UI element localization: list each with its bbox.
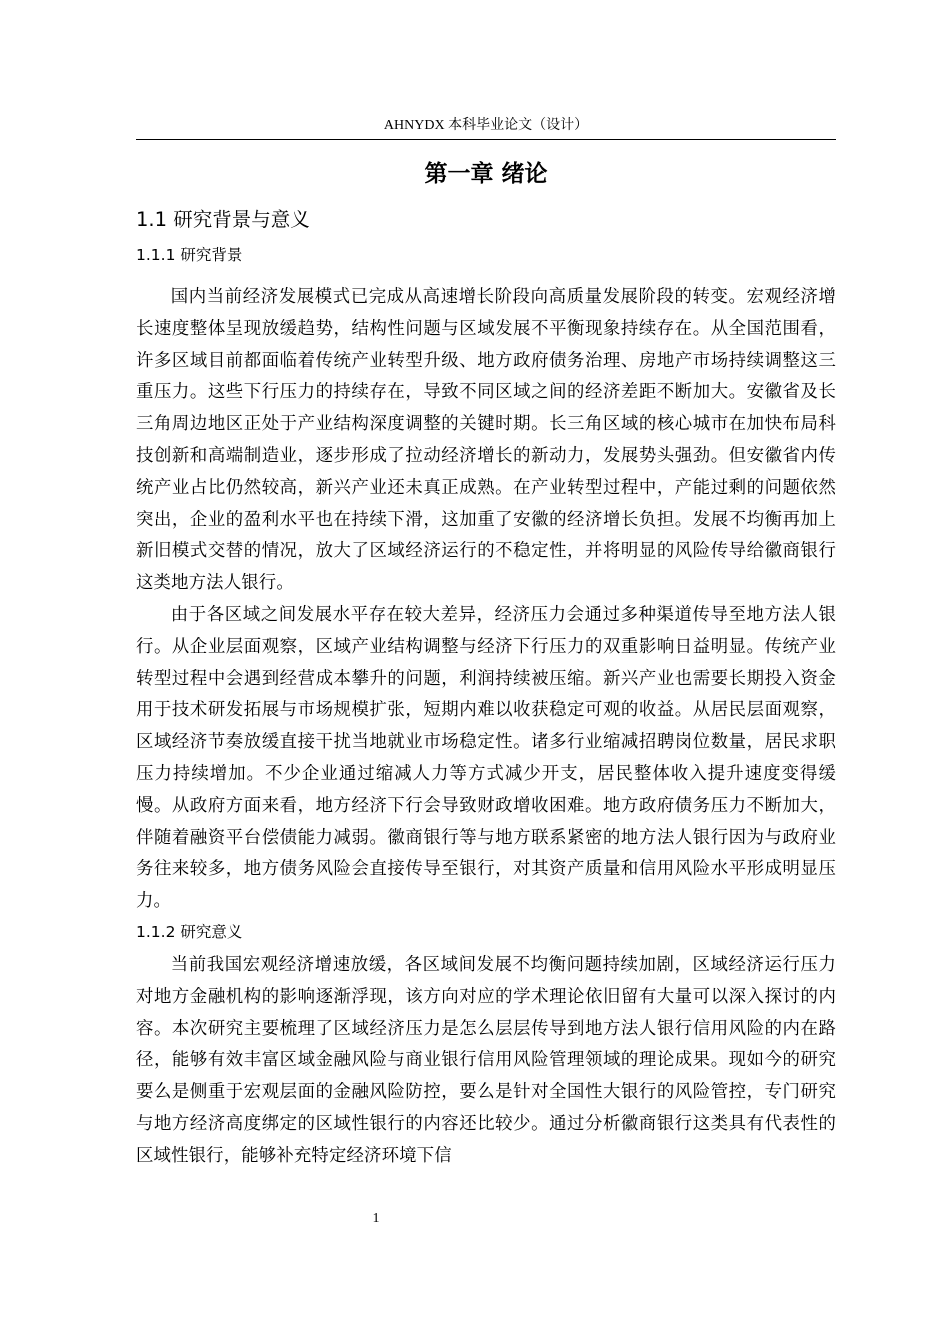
header-rule — [136, 139, 836, 140]
chapter-title: 第一章 绪论 — [424, 161, 548, 187]
subsection-heading: 1.1.2 研究意义 — [136, 923, 243, 941]
subsection-heading: 1.1.1 研究背景 — [136, 246, 243, 264]
running-header: AHNYDX 本科毕业论文（设计） — [383, 118, 589, 133]
body-paragraph: 由于各区域之间发展水平存在较大差异，经济压力会通过多种渠道传导至地方法人银行。从企业层面观察，区域产业结构调整与经济下行压力的双重影响日益明显。传统产业转型过程中会遇到经营成本攀升的问题，利润持续被压缩。新兴产业也需要长期投入资金用于技术研发拓展与市场规模扩张，短期内难以收获稳定可观的收益。从居民层面观察，区域经济节奏放缓直接干扰当地就业市场稳定性。诸多行业缩减招聘岗位数量，居民求职压力持续增加。不少企业通过缩减人力等方式减少开支，居民整体收入提升速度变得缓慢。从政府方面来看，地方经济下行会导致财政增收困难。地方政府债务压力不断加大，伴随着融资平台偿债能力减弱。徽商银行等与地方联系紧密的地方法人银行因为与政府业务往来较多，地方债务风险会直接传导至银行，对其资产质量和信用风险水平形成明显压力。 — [136, 605, 836, 912]
page-number: 1 — [372, 1211, 380, 1226]
body-paragraph: 国内当前经济发展模式已完成从高速增长阶段向高质量发展阶段的转变。宏观经济增长速度整体呈现放缓趋势，结构性问题与区域发展不平衡现象持续存在。从全国范围看，许多区域目前都面临着传统产业转型升级、地方政府债务治理、房地产市场持续调整这三重压力。这些下行压力的持续存在，导致不同区域之间的经济差距不断加大。安徽省及长三角周边地区正处于产业结构深度调整的关键时期。长三角区域的核心城市在加快布局科技创新和高端制造业，逐步形成了拉动经济增长的新动力，发展势头强劲。但安徽省内传统产业占比仍然较高，新兴产业还未真正成熟。在产业转型过程中，产能过剩的问题依然突出，企业的盈利水平也在持续下滑，这加重了安徽的经济增长负担。发展不均衡再加上新旧模式交替的情况，放大了区域经济运行的不稳定性，并将明显的风险传导给徽商银行这类地方法人银行。 — [136, 287, 836, 594]
body-paragraph: 当前我国宏观经济增速放缓，各区域间发展不均衡问题持续加剧，区域经济运行压力对地方金融机构的影响逐渐浮现，该方向对应的学术理论依旧留有大量可以深入探讨的内容。本次研究主要梳理了区域经济压力是怎么层层传导到地方法人银行信用风险的内在路径，能够有效丰富区域金融风险与商业银行信用风险管理领域的理论成果。现如今的研究要么是侧重于宏观层面的金融风险防控，要么是针对全国性大银行的风险管控，专门研究与地方经济高度绑定的区域性银行的内容还比较少。通过分析徽商银行这类具有代表性的区域性银行，能够补充特定经济环境下信 — [136, 955, 836, 1166]
section-heading: 1.1 研究背景与意义 — [136, 208, 310, 231]
